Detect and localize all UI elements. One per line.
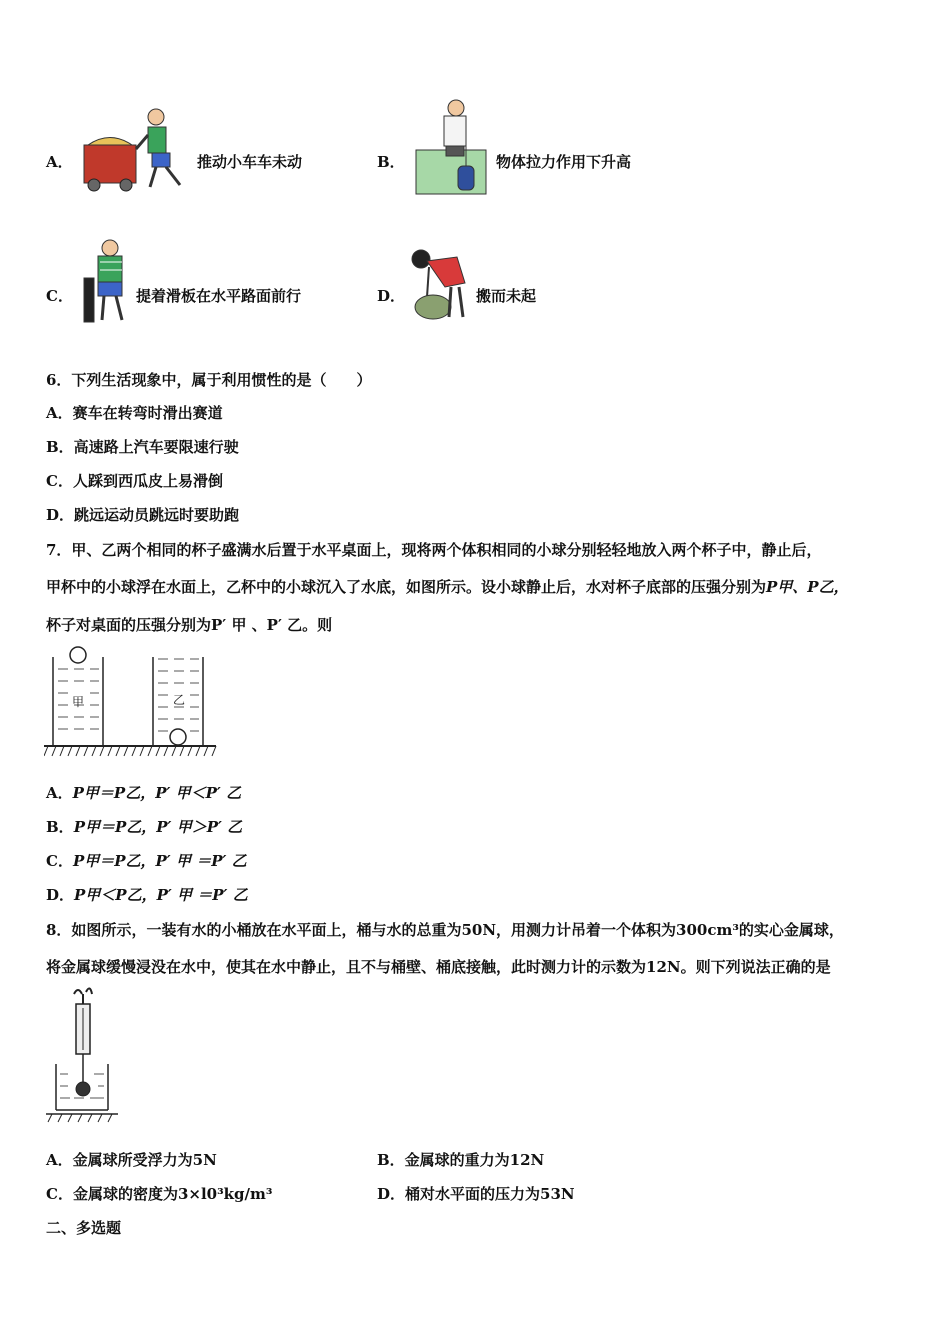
q6-stem: 6．下列生活现象中，属于利用惯性的是（ ）: [46, 371, 372, 389]
q7-option-b-letter: B．: [46, 818, 74, 836]
q6-option-c: C．人踩到西瓜皮上易滑倒: [46, 472, 223, 490]
q7-option-d-expr: P甲＜P乙，P′ 甲 ＝P′ 乙: [74, 886, 248, 904]
q5-option-c-text: 提着滑板在水平路面前行: [136, 287, 302, 305]
q7-line2-text: 甲杯中的小球浮在水面上，乙杯中的小球沉入了水底，如图所示。设小球静止后，水对杯子底部的压强分别为: [46, 578, 767, 596]
q8-option-a: A．金属球所受浮力为5N: [46, 1151, 217, 1169]
q7-option-a-letter: A．: [46, 784, 73, 802]
lift-object-illustration: [412, 98, 492, 196]
q7-option-c-expr: P甲＝P乙，P′ 甲 ＝P′ 乙: [72, 852, 247, 870]
q7-option-b-expr: P甲＝P乙，P′ 甲＞P′ 乙: [73, 818, 243, 836]
push-cart-illustration: [80, 105, 190, 195]
q7-cups-figure: [44, 645, 220, 761]
q5-option-d-letter: D．: [377, 287, 406, 305]
q8-stem-line2: 将金属球缓慢浸没在水中，使其在水中静止，且不与桶壁、桶底接触，此时测力计的示数为12N。则下列说法正确的是: [46, 958, 831, 976]
q6-option-b: B．高速路上汽车要限速行驶: [46, 438, 239, 456]
q5-option-a-text: 推动小车车未动: [197, 153, 303, 171]
q7-option-c-letter: C．: [46, 852, 73, 870]
q5-option-c-letter: C．: [46, 287, 73, 305]
lift-rock-illustration: [405, 243, 473, 323]
q5-option-b-text: 物体拉力作用下升高: [496, 153, 632, 171]
q8-stem-line1: 8．如图所示，一装有水的小桶放在水平面上，桶与水的总重为50N，用测力计吊着一个体积为300cm³的实心金属球，: [46, 921, 844, 939]
q7-option-b: [46, 817, 242, 837]
carry-skateboard-illustration: [80, 238, 136, 326]
q6-option-d: D．跳远运动员跳远时要助跑: [46, 506, 240, 524]
q5-option-a-letter: A．: [46, 153, 73, 171]
q7-cup-label-left: 甲: [71, 695, 85, 709]
q7-option-a: [46, 783, 241, 803]
q8-option-c: C．金属球的密度为3×l0³kg/m³: [46, 1185, 273, 1203]
q8-option-b: B．金属球的重力为12N: [377, 1151, 545, 1169]
q7-option-d: [46, 885, 248, 905]
q6-option-a: A．赛车在转弯时滑出赛道: [46, 404, 223, 422]
q7-stem-line1: 7．甲、乙两个相同的杯子盛满水后置于水平桌面上，现将两个体积相同的小球分别轻轻地放入两个杯子中，静止后，: [46, 541, 822, 559]
q7-line2-vars: P甲、P乙，: [766, 578, 849, 596]
q5-option-b-letter: B．: [377, 153, 405, 171]
q7-stem-line3: 杯子对桌面的压强分别为P′ 甲 、P′ 乙。则: [46, 616, 333, 634]
q8-spring-scale-figure: [44, 986, 120, 1126]
q7-stem-line2: [46, 577, 849, 597]
q7-option-a-expr: P甲＝P乙，P′ 甲＜P′ 乙: [72, 784, 242, 802]
q7-option-c: [46, 851, 247, 871]
section-2-title: 二、多选题: [46, 1219, 122, 1237]
q7-cup-label-right: 乙: [172, 693, 186, 707]
q7-option-d-letter: D．: [46, 886, 75, 904]
q5-option-d-text: 搬而未起: [476, 287, 537, 305]
q8-option-d: D．桶对水平面的压力为53N: [377, 1185, 575, 1203]
